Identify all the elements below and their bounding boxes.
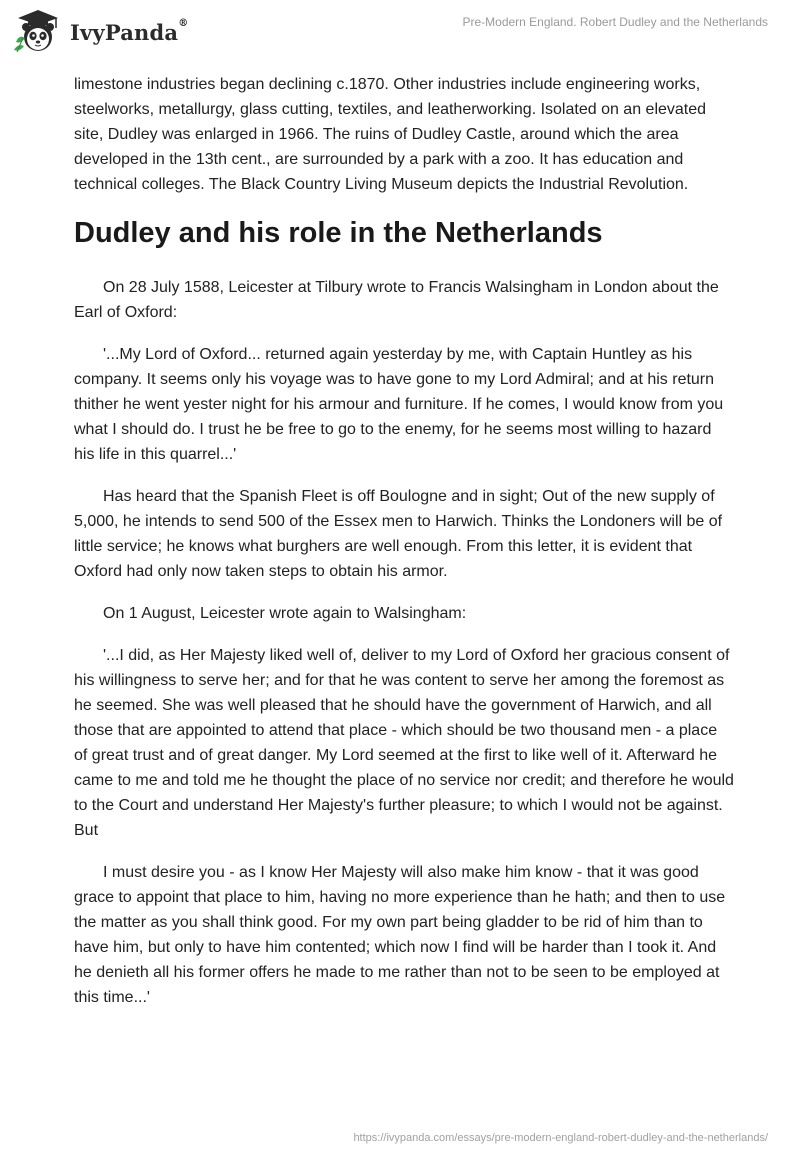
paragraph: On 28 July 1588, Leicester at Tilbury wrote to Francis Walsingham in London about the Earl of Oxford: [74,279,719,321]
paragraph: Has heard that the Spanish Fleet is off Boulogne and in sight; Out of the new supply of 5,000, he intends to send 500 of the Essex men to Harwich. Thinks the Londoners will be of little service; he knows what burghers are well enough. From this letter, it is evident that Oxford had only now taken steps to obtain his armor. [74,488,723,580]
quote-paragraph: I must desire you - as I know Her Majesty will also make him know - that it was good grace to appoint that place to him, having no more experience than he hath; and then to use the matter as you shall think good. For my own part being gladder to be rid of him than to have him, but only to have him contented; which now I find will be harder than I took it. And he denieth all his former offers he made to me rather than not to be seen to be employed at this time...' [74,864,726,1006]
brand-text: IvyPanda [70,19,179,45]
source-url[interactable]: https://ivypanda.com/essays/pre-modern-england-robert-dudley-and-the-netherlands/ [353,1132,768,1144]
article-body [74,72,734,1027]
brand-name [70,17,189,45]
quote-paragraph: '...I did, as Her Majesty liked well of, deliver to my Lord of Oxford her gracious consent of his willingness to serve her; and for that he was content to serve her among the foremost as he seemed. She was well pleased that he should have the government of Harwich, and all those that are appointed to attend that place - which should be two thousand men - a place of great trust and of great danger. My Lord seemed at the first to like well of it. Afterward he came to me and told me he thought the place of no service nor credit; and therefore he would to the Court and understand Her Majesty's further pleasure; to which I would not be against. But [74,647,734,839]
page-header [0,0,800,66]
registered-mark: ® [178,17,189,29]
document-title: Pre-Modern England. Robert Dudley and the Netherlands [462,15,768,29]
panda-icon [12,8,64,56]
paragraph: On 1 August, Leicester wrote again to Walsingham: [103,605,467,622]
quote-paragraph: '...My Lord of Oxford... returned again yesterday by me, with Captain Huntley as his company. It seems only his voyage was to have gone to my Lord Admiral; and at his return thither he went yester night for his armour and furniture. If he comes, I would know from you what I should do. I trust he be free to go to the enemy, for he seems most willing to hazard his life in this quarrel...' [74,346,724,463]
intro-paragraph: limestone industries began declining c.1870. Other industries include engineering works, steelworks, metallurgy, glass cutting, textiles, and leatherworking. Isolated on an elevated site, Dudley was enlarged in 1966. The ruins of Dudley Castle, around which the area developed in the 13th cent., are surrounded by a park with a zoo. It has education and technical colleges. The Black Country Living Museum depicts the Industrial Revolution. [74,76,707,193]
ivypanda-logo[interactable] [12,8,188,56]
section-heading: Dudley and his role in the Netherlands [74,217,603,249]
